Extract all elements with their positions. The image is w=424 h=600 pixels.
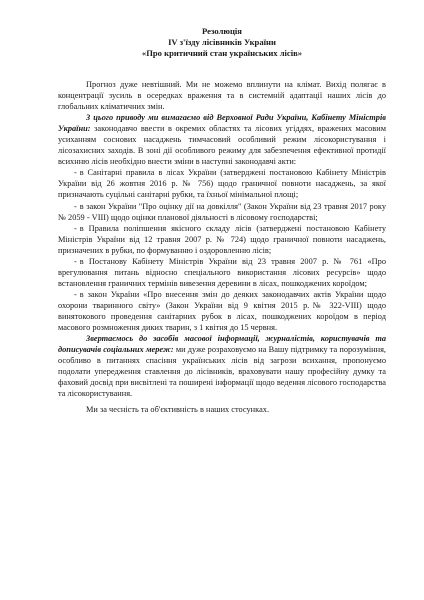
resolution-label: Резолюція xyxy=(202,26,242,36)
act-item-2 xyxy=(58,201,386,223)
list-dash: - xyxy=(74,201,77,211)
act-text: в Постанову Кабінету Міністрів України від 23 травня 2007 р. № 761 «Про врегулювання питань відносно спеціального використання лісових ресурсів» щодо встановлення граничних термінів вивезення деревини в лісах, пошкоджених короїдом; xyxy=(58,256,386,288)
act-text: в Санітарні правила в лісах України (затверджені постановою Кабінету Міністрів України від 26 жовтня 2016 р. № 756) щодо граничної повноти насаджень, за якої призначають суцільні санітарні рубки, та їхньої мінімальної площі; xyxy=(58,168,386,200)
act-text: в Правила поліпшення якісного складу лісів (затверджені постановою Кабінету Міністрів України від 12 травня 2007 р. № 724) щодо граничної повноти насаджень, призначених в рубки, по формуванню і оздоровленню лісів; xyxy=(58,223,386,255)
resolution-subject: «Про критичний стан українських лісів» xyxy=(141,48,303,58)
list-dash: - xyxy=(74,289,77,299)
list-dash: - xyxy=(74,168,77,178)
intro-paragraph: Прогноз дуже невтішний. Ми не можемо вплинути на клімат. Вихід полягає в концентрації зусиль в осередках враження та в системній адаптації наших лісів до глобальних кліматичних змін. xyxy=(58,80,386,112)
act-item-5 xyxy=(58,289,386,333)
media-appeal-emphasis: Звертаємось до засобів масової інформації, журналістів, користувачів та дописувачів соціальних мереж: xyxy=(58,334,386,355)
act-text: в закон України "Про оцінку дії на довкілля" (Закон України від 23 травня 2017 року № 2059 - VIII) щодо оцінки планової діяльності в лісовому господарстві; xyxy=(58,201,386,222)
appeal-text: законодавчо ввести в окремих областях та лісових угіддях, вражених масовим усиханням соснових насаджень тимчасовий особливий режим лісокористування і лісозахисних заходів. В зоні дії особливого режиму для забезпечення ефективної протидії всихнню лісів необхідно внести зміни в наступні законодавчі акти: xyxy=(58,124,386,167)
media-appeal-text: ми дуже розраховуємо на Вашу підтримку та порозуміння, особливо в питаннях спасіння українських лісів від загрози всихання, пропонуємо подолати упередження ставлення до лісівників, враховувати нашу професійну думку та фаховий досвід при висвітлені та поширені інформації щодо ведення лісового господарства та лісокористування. xyxy=(58,345,386,399)
resolution-header xyxy=(58,26,386,59)
list-dash: - xyxy=(74,256,77,266)
appeal-emphasis: З цього приводу ми вимагаємо від Верховної Ради України, Кабінету Міністрів України: xyxy=(58,113,386,134)
act-text: в закон України «Про внесення змін до деяких законодавчих актів України щодо охорони тваринного світу» (Закон України від 9 квітня 2015 р.№ 322-VIII) щодо винятокового проведення санітарних рубок в лісах, пошкоджених короїдом в період масового розмноження диких тварин, з 1 квітня до 15 червня. xyxy=(58,289,386,333)
media-appeal-paragraph xyxy=(58,333,386,399)
list-dash: - xyxy=(74,223,77,233)
act-item-1 xyxy=(58,167,386,200)
act-item-4 xyxy=(58,256,386,289)
appeal-paragraph xyxy=(58,112,386,167)
act-item-3 xyxy=(58,223,386,256)
closing-paragraph: Ми за чесність та об'єктивність в наших стосунках. xyxy=(86,405,270,415)
congress-title: IV з'їзду лісівників України xyxy=(168,37,276,47)
